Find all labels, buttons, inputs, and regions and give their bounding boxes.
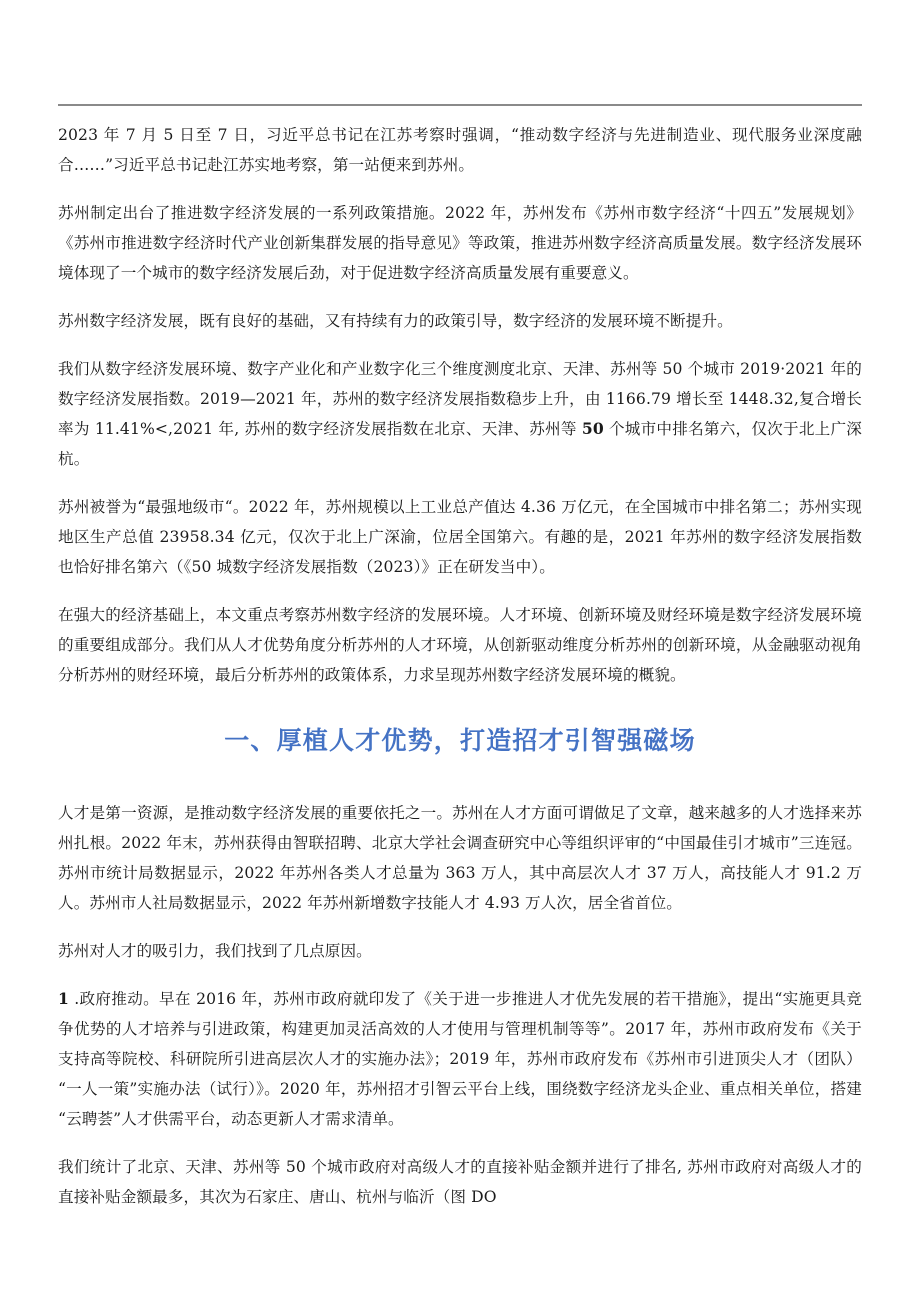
paragraph-9-list-number: 1: [58, 989, 69, 1008]
document-body: [58, 104, 862, 1212]
paragraph-6: 在强大的经济基础上，本文重点考察苏州数字经济的发展环境。人才环境、创新环境及财经环境是数字经济发展环境的重要组成部分。我们从人才优势角度分析苏州的人才环境，从创新驱动维度分析苏州的创新环境，从金融驱动视角分析苏州的财经环境，最后分析苏州的政策体系，力求呈现苏州数字经济发展环境的概貌。: [58, 606, 862, 684]
paragraph-4: [58, 354, 862, 474]
section-heading-one: 一、厚植人才优势，打造招才引智强磁场: [224, 726, 696, 755]
paragraph-7: 人才是第一资源，是推动数字经济发展的重要依托之一。苏州在人才方面可谓做足了文章，越来越多的人才选择来苏州扎根。2022 年末，苏州获得由智联招聘、北京大学社会调查研究中心等组织评审的“中国最佳引才城市”三连冠。苏州市统计局数据显示，2022 年苏州各类人才总量为 363 万人，其中高层次人才 37 万人，高技能人才 91.2 万人。苏州市人社局数据显示，2022 年苏州新增数字技能人才 4.93 万人次，居全省首位。: [58, 804, 862, 912]
paragraph-4-text-b: 个城市中排名第六，仅次于北上广深杭。: [58, 420, 862, 468]
top-divider-rule: [58, 104, 862, 106]
paragraph-10: 我们统计了北京、天津、苏州等 50 个城市政府对高级人才的直接补贴金额并进行了排名, 苏州市政府对高级人才的直接补贴金额最多，其次为石家庄、唐山、杭州与临沂（图 DO: [58, 1158, 862, 1206]
paragraph-5: 苏州被誉为“最强地级市“。2022 年，苏州规模以上工业总产值达 4.36 万亿元，在全国城市中排名第二；苏州实现地区生产总值 23958.34 亿元，仅次于北上广深渝，位居全国第六。有趣的是，2021 年苏州的数字经济发展指数也恰好排名第六（《50 城数字经济发展指数（2023）》正在研发当中）。: [58, 498, 862, 576]
paragraph-3: 苏州数字经济发展，既有良好的基础，又有持续有力的政策引导，数字经济的发展环境不断提升。: [58, 312, 733, 330]
paragraph-1: 2023 年 7 月 5 日至 7 日，习近平总书记在江苏考察时强调，“推动数字经济与先进制造业、现代服务业深度融合……”习近平总书记赴江苏实地考察，第一站便来到苏州。: [58, 126, 862, 174]
paragraph-4-emphasis-50: 50: [581, 419, 604, 438]
paragraph-9: [58, 984, 862, 1134]
paragraph-2: 苏州制定出台了推进数字经济发展的一系列政策措施。2022 年，苏州发布《苏州市数字经济“十四五”发展规划》《苏州市推进数字经济时代产业创新集群发展的指导意见》等政策，推进苏州数字经济高质量发展。数字经济发展环境体现了一个城市的数字经济发展后劲，对于促进数字经济高质量发展有重要意义。: [58, 204, 862, 282]
paragraph-4-text-a: 我们从数字经济发展环境、数字产业化和产业数字化三个维度测度北京、天津、苏州等 50 个城市 2019·2021 年的数字经济发展指数。2019—2021 年，苏州的数字经济发展指数稳步上升，由 1166.79 增长至 1448.32,复合增长率为 11.41%<,2021 年, 苏州的数字经济发展指数在北京、天津、苏州等: [58, 360, 862, 438]
paragraph-9-text: .政府推动。早在 2016 年，苏州市政府就印发了《关于进一步推进人才优先发展的若干措施》，提出“实施更具竞争优势的人才培养与引进政策，构建更加灵活高效的人才使用与管理机制等等”。2017 年，苏州市政府发布《关于支持高等院校、科研院所引进高层次人才的实施办法》；2019 年，苏州市政府发布《苏州市引进顶尖人才（团队）“一人一策”实施办法（试行）》。2020 年，苏州招才引智云平台上线，围绕数字经济龙头企业、重点相关单位，搭建“云聘荟”人才供需平台，动态更新人才需求清单。: [58, 990, 862, 1128]
paragraph-8: 苏州对人才的吸引力，我们找到了几点原因。: [58, 942, 372, 960]
